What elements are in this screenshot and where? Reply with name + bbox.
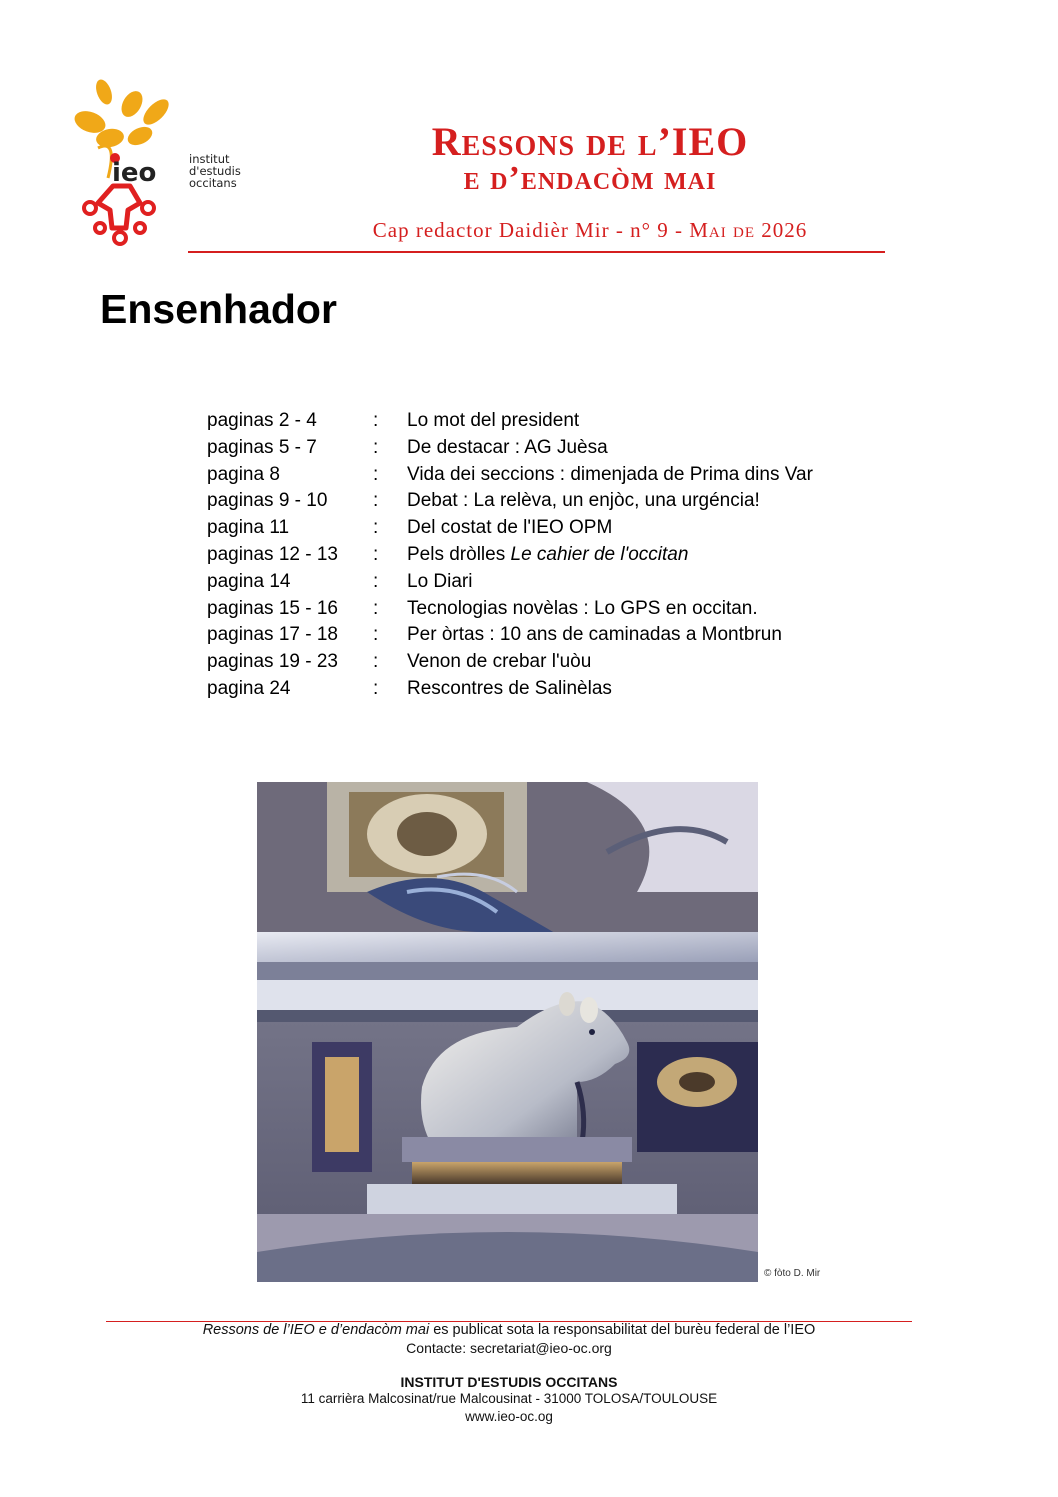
toc-title <box>407 490 760 512</box>
toc-separator: : <box>373 597 379 619</box>
toc-title <box>407 598 758 620</box>
toc-separator: : <box>373 517 379 539</box>
toc-title <box>407 410 579 432</box>
toc-title-text: Venon de crebar l'uòu <box>407 651 592 673</box>
footer-address: 11 carrièra Malcosinat/rue Malcousinat - 31000 TOLOSA/TOULOUSE <box>300 1391 718 1406</box>
toc-pages: paginas 2 - 4 <box>207 410 317 431</box>
toc-pages: pagina 14 <box>207 570 291 592</box>
toc-separator: : <box>373 410 379 431</box>
toc-title-text: Rescontres de Salinèlas <box>407 677 612 699</box>
masthead-title-line1: Ressons de l’IEO <box>431 119 749 164</box>
toc-title <box>407 624 782 646</box>
footer-contact: Contacte: secretariat@ieo-oc.org <box>406 1340 612 1356</box>
toc-separator: : <box>373 463 379 485</box>
toc-title-text: Pels dròlles <box>407 543 511 565</box>
masthead-subtitle <box>300 218 880 243</box>
footer-publication-rest: es publicat sota la responsabilitat del burèu federal de l’IEO <box>429 1322 816 1338</box>
logo-line2: d'estudis <box>189 164 241 178</box>
toc-separator: : <box>373 543 379 565</box>
toc-title-text: Lo mot del president <box>407 410 580 431</box>
footer-publication-title: Ressons de l’IEO e d’endacòm mai <box>202 1322 430 1338</box>
toc-title-text: Del costat de l'IEO OPM <box>407 517 613 539</box>
toc-pages: paginas 17 - 18 <box>207 624 338 646</box>
toc-title <box>407 437 608 459</box>
masthead-subtitle-date: Mai de 2026 <box>689 218 808 242</box>
toc-separator: : <box>373 651 379 673</box>
toc-title-text: Lo Diari <box>407 570 473 592</box>
cover-photo <box>257 782 758 1282</box>
cover-photo-image <box>257 782 758 1282</box>
logo-line1: institut <box>189 152 230 166</box>
toc-separator: : <box>373 677 379 699</box>
footer-organization: INSTITUT D'ESTUDIS OCCITANS <box>400 1374 618 1390</box>
ieo-logo <box>68 78 268 258</box>
masthead-subtitle-prefix: Cap redactor Daidièr Mir - n° 9 - <box>372 218 690 242</box>
footer-website: www.ieo-oc.og <box>465 1409 553 1424</box>
page-heading: Ensenhador <box>100 286 337 332</box>
toc-title <box>407 464 813 486</box>
toc-separator: : <box>373 436 379 458</box>
toc-title <box>407 571 472 593</box>
toc-pages: paginas 15 - 16 <box>207 597 338 619</box>
toc-pages: paginas 12 - 13 <box>207 543 338 565</box>
logo-line3: occitans <box>189 176 237 190</box>
logo-mark-text: ieo <box>112 158 157 188</box>
toc-title <box>407 517 612 539</box>
logo-text <box>189 153 241 189</box>
toc-pages: paginas 19 - 23 <box>207 651 338 673</box>
toc-separator: : <box>373 624 379 646</box>
toc-pages: pagina 24 <box>207 677 291 699</box>
masthead-title-line2: e d’endacòm mai <box>463 160 717 197</box>
toc-title <box>407 678 612 700</box>
toc-pages: paginas 5 - 7 <box>207 436 317 458</box>
toc-pages: paginas 9 - 10 <box>207 490 328 512</box>
toc-separator: : <box>373 490 379 512</box>
toc-separator: : <box>373 570 379 592</box>
toc-title-text: Per òrtas : 10 ans de caminadas a Montbrun <box>407 624 782 646</box>
toc-title-italic: Le cahier de l'occitan <box>510 543 689 565</box>
toc-pages: pagina 8 <box>207 463 280 485</box>
masthead-divider <box>188 251 885 253</box>
toc-title-text: Vida dei seccions : dimenjada de Prima dins Var <box>407 463 813 485</box>
toc-title-text: De destacar : AG Juèsa <box>407 436 608 458</box>
toc-title <box>407 651 591 673</box>
toc-title-text: Debat : La relèva, un enjòc, una urgéncia! <box>407 490 760 512</box>
footer-publication-note <box>106 1322 912 1338</box>
toc-title <box>407 544 688 566</box>
toc-title-text: Tecnologias novèlas : Lo GPS en occitan. <box>407 597 758 619</box>
toc-pages: pagina 11 <box>207 517 290 539</box>
photo-credit: © fòto D. Mir <box>764 1268 821 1279</box>
